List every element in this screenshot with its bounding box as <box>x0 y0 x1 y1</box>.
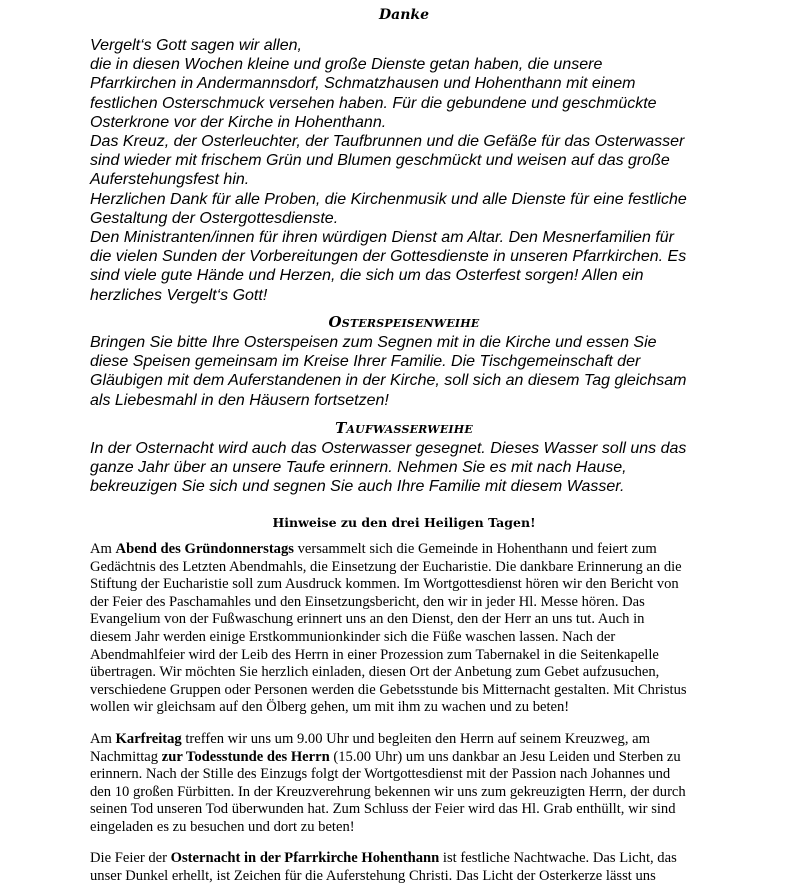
heading-osterspeisenweihe: Osterspeisenweihe <box>328 313 480 331</box>
danke-text: Vergelt‘s Gott sagen wir allen, die in diesen Wochen kleine und große Dienste getan haben, die unsere Pfarrkirchen in Andermannsdorf, Schmatzhausen und Hohenthann mit einem festlichen Osterschmuck versehen haben. Für die gebundene und geschmückte Osterkrone vor der Kirche in Hohenthann. Das Kreuz, der Osterleuchter, der Taufbrunnen und die Gefäße für das Osterwasser sind wieder mit frischem Grün und Blumen geschmückt und weisen auf das große Auferstehungsfest hin. Herzlichen Dank für alle Proben, die Kirchenmusik und alle Dienste für eine festliche Gestaltung der Ostergottesdienste. Den Ministranten/innen für ihren würdigen Dienst am Altar. Den Mesnerfamilien für die vielen Sunden der Vorbereitungen der Gottesdienste in unseren Pfarrkirchen. Es sind viele gute Hände und Herzen, die sich um das Osterfest sorgen! Allen ein herzliches Vergelt‘s Gott! <box>90 37 687 304</box>
paragraph-osternacht: Die Feier der Osternacht in der Pfarrkirche Hohenthann ist festliche Nachtwache. Das Licht, das unser Dunkel erhellt, ist Zeichen für die Auferstehung Christi. Das Licht der Osterkerze lässt uns <box>90 850 677 884</box>
taufwasser-text: In der Osternacht wird auch das Osterwasser gesegnet. Dieses Wasser soll uns das ganze Jahr über an unsere Taufe erinnern. Nehmen Sie es mit nach Hause, bekreuzigen Sie sich und segnen Sie auch Ihre Familie mit diesem Wasser. <box>90 440 687 496</box>
paragraph-karfreitag: Am Karfreitag treffen wir uns um 9.00 Uhr und begleiten den Herrn auf seinem Kreuzweg, am Nachmittag zur Todesstunde des Herrn (15.00 Uhr) um uns dankbar an Jesu Leiden und Sterben zu erinnern. Nach der Stille des Einzugs folgt der Wortgottesdienst mit der Passion nach Johannes und den 10 großen Fürbitten. In der Kreuzverehrung bekennen wir uns zum gekreuzigten Herrn, der durch seinen Tod unseren Tod überwunden hat. Zum Schluss der Feier wird das Hl. Grab enthüllt, wir sind eingeladen es zu besuchen und dort zu beten! <box>90 731 686 835</box>
bold-karfreitag: Karfreitag <box>115 731 182 747</box>
bold-todesstunde: zur Todesstunde des Herrn <box>161 748 330 765</box>
heading-hinweise: Hinweise zu den drei Heiligen Tagen! <box>272 515 536 530</box>
heading-danke: Danke <box>379 7 429 23</box>
bold-osternacht: Osternacht in der Pfarrkirche Hohenthann <box>170 850 440 866</box>
osterspeisen-text: Bringen Sie bitte Ihre Osterspeisen zum Segnen mit in die Kirche und essen Sie diese Speisen gemeinsam im Kreise Ihrer Familie. Die Tischgemeinschaft der Gläubigen mit dem Auferstandenen in der Kirche, soll sich an diesem Tag gleichsam als Liebesmahl in den Häusern fortsetzen! <box>90 334 687 409</box>
heading-taufwasserweihe: Taufwasserweihe <box>335 419 473 437</box>
paragraph-gruendonnerstag: Am Abend des Gründonnerstags versammelt sich die Gemeinde in Hohenthann und feiert zum Gedächtnis des Letzten Abendmahls, die Einsetzung der Eucharistie. Die dankbare Erinnerung an die Stiftung der Eucharistie soll zum Ausdruck kommen. Im Wortgottesdienst hören wir den Bericht von der Feier des Paschamahles und den Einsetzungsbericht, den wir in jeder Hl. Messe hören. Das Evangelium von der Fußwaschung erinnert uns an den Dienst, den der Herr an uns tut. Auch in diesem Jahr werden einige Erstkommunionkinder sich die Füße waschen lassen. Nach der Abendmahlfeier wird der Leib des Herrn in einer Prozession zum Tabernakel in die Seitenkapelle übertragen. Wir möchten Sie herzlich einladen, diesen Ort der Anbetung zum Gebet aufzusuchen, verschiedene Gruppen oder Personen werden die Gebetsstunde bis Mitternacht gestalten. Mit Christus wollen wir gleichsam auf den Ölberg gehen, um mit ihm zu wachen und zu beten! <box>90 541 687 716</box>
bold-gruendonnerstag: Abend des Gründonnerstags <box>115 541 294 557</box>
